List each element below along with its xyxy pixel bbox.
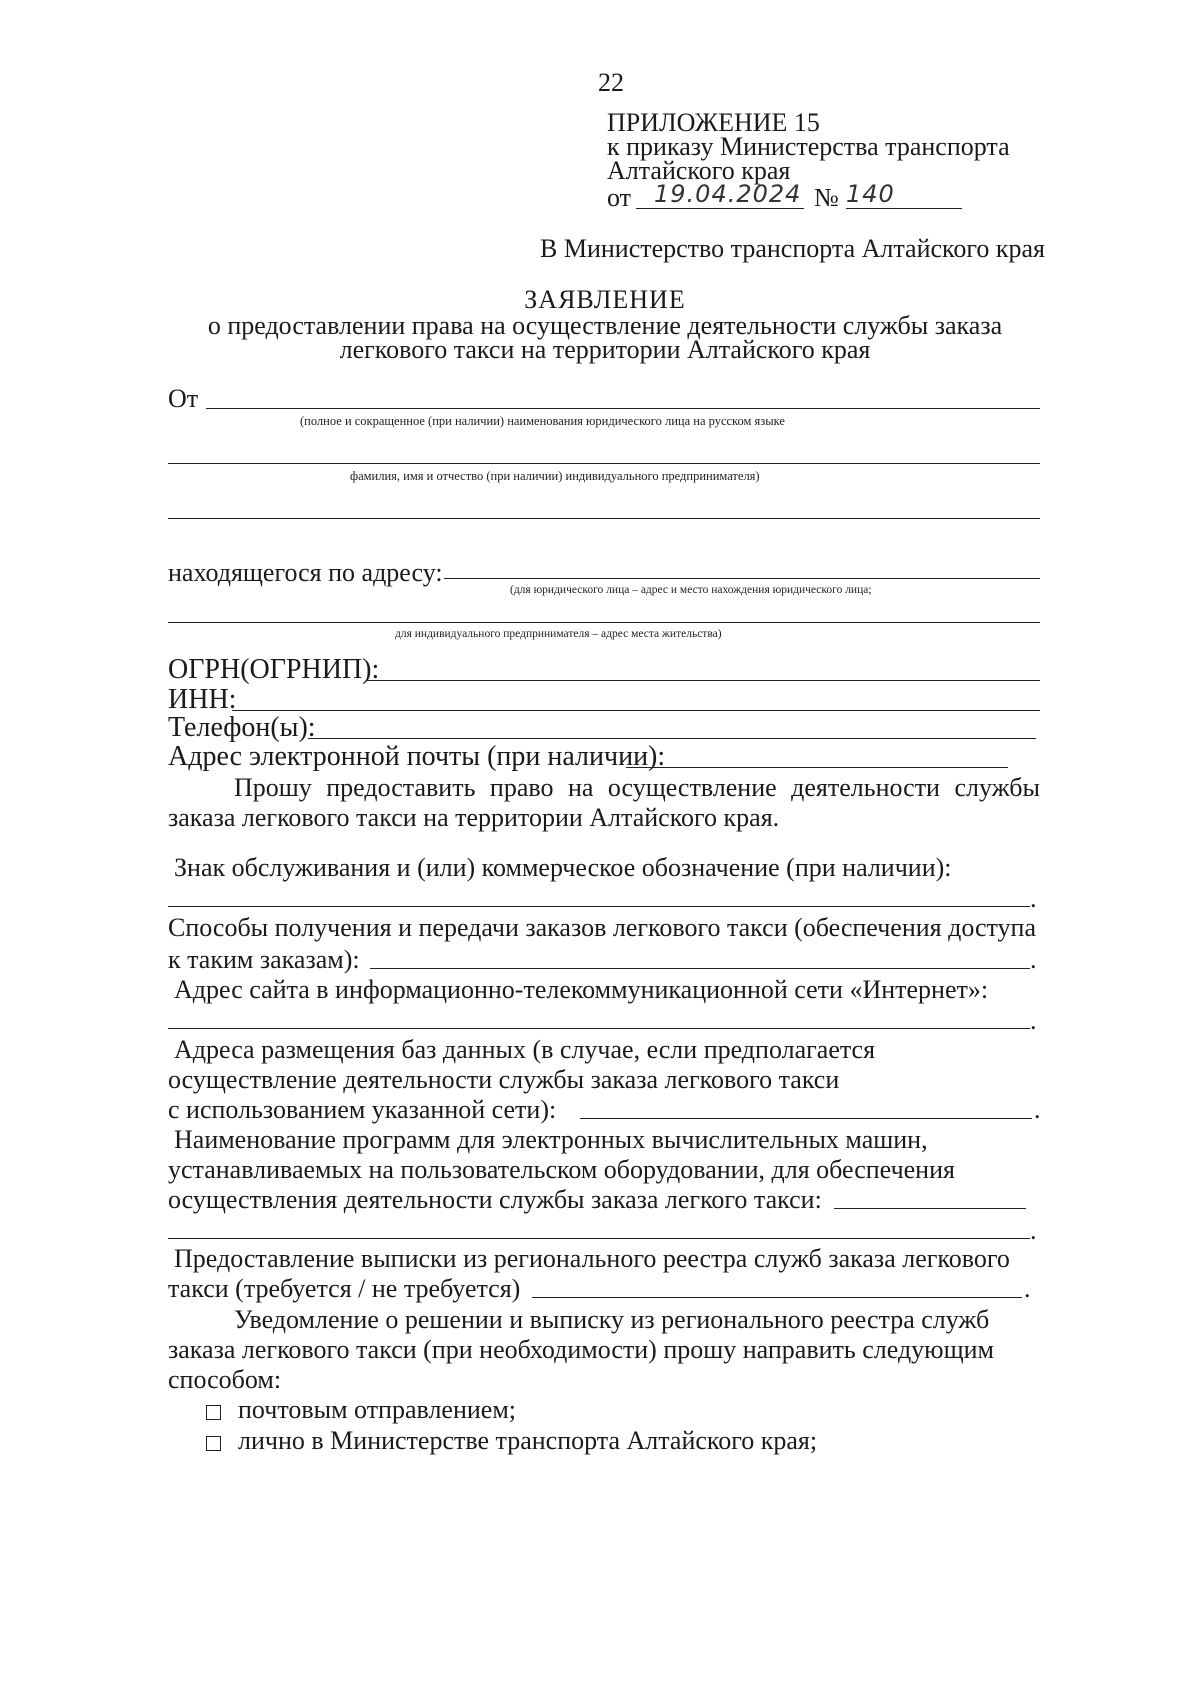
appendix-date-line bbox=[636, 208, 804, 209]
inn-label: ИНН: bbox=[168, 684, 237, 715]
extract-line-1: Предоставление выписки из регионального реестра служб заказа легкового bbox=[174, 1244, 1010, 1273]
addressee: В Министерство транспорта Алтайского края bbox=[540, 234, 1045, 263]
from-line-3[interactable] bbox=[168, 518, 1040, 519]
software-line-2: устанавливаемых на пользовательском оборудовании, для обеспечения bbox=[168, 1155, 955, 1184]
address-line-2[interactable] bbox=[168, 622, 1040, 623]
extract-field[interactable] bbox=[532, 1297, 1022, 1298]
document-title: ЗАЯВЛЕНИЕ bbox=[524, 285, 686, 314]
methods-period: . bbox=[1030, 945, 1037, 974]
from-caption-2: фамилия, имя и отчество (при наличии) индивидуального предпринимателя) bbox=[350, 469, 760, 483]
option-mail-label: почтовым отправлением; bbox=[238, 1395, 517, 1424]
request-word: право bbox=[489, 773, 554, 802]
notify-line-1: Уведомление о решении и выписку из регионального реестра служб bbox=[234, 1305, 990, 1334]
request-line-2: заказа легкового такси на территории Алтайского края. bbox=[168, 803, 780, 832]
software-field-2[interactable] bbox=[168, 1238, 1030, 1239]
page-number: 22 bbox=[598, 68, 624, 97]
address-line-1[interactable] bbox=[444, 578, 1040, 579]
extract-line-2: такси (требуется / не требуется) bbox=[168, 1274, 521, 1303]
databases-line-2: осуществление деятельности службы заказа легкового такси bbox=[168, 1065, 840, 1094]
address-caption-2: для индивидуального предпринимателя – адрес места жительства) bbox=[395, 628, 722, 640]
request-word: деятельности bbox=[791, 773, 940, 802]
ogrn-label: ОГРН(ОГРНИП): bbox=[168, 654, 380, 685]
ogrn-field[interactable] bbox=[366, 680, 1040, 681]
software-field-1[interactable] bbox=[834, 1208, 1026, 1209]
appendix-number-sign: № bbox=[814, 183, 839, 212]
methods-line-1: Способы получения и передачи заказов легкового такси (обеспечения доступа bbox=[168, 913, 1036, 942]
notify-line-3: способом: bbox=[168, 1365, 282, 1394]
email-field[interactable] bbox=[626, 767, 1008, 768]
appendix-date-prefix: от bbox=[607, 183, 632, 212]
request-word: осуществление bbox=[607, 773, 777, 802]
notify-line-2: заказа легкового такси (при необходимости) прошу направить следующим bbox=[168, 1335, 994, 1364]
website-line-1: Адрес сайта в информационно-телекоммуникационной сети «Интернет»: bbox=[174, 975, 989, 1004]
software-line-3: осуществления деятельности службы заказа легкого такси: bbox=[168, 1185, 822, 1214]
request-line-1 bbox=[234, 773, 1040, 803]
software-line-1: Наименование программ для электронных вычислительных машин, bbox=[174, 1125, 928, 1154]
phone-field[interactable] bbox=[308, 738, 1036, 739]
option-in-person-checkbox[interactable] bbox=[206, 1436, 221, 1451]
request-word: на bbox=[567, 773, 594, 802]
software-period: . bbox=[1030, 1216, 1037, 1245]
website-period: . bbox=[1030, 1006, 1037, 1035]
from-line-2[interactable] bbox=[168, 463, 1040, 464]
phone-label: Телефон(ы): bbox=[168, 712, 316, 743]
inn-field[interactable] bbox=[232, 710, 1040, 711]
methods-line-2: к таким заказам): bbox=[168, 945, 360, 974]
from-line-1[interactable] bbox=[206, 408, 1040, 409]
email-label: Адрес электронной почты (при наличии): bbox=[168, 741, 666, 772]
appendix-line1: к приказу Министерства транспорта bbox=[607, 132, 1010, 161]
databases-line-3: с использованием указанной сети): bbox=[168, 1095, 557, 1124]
request-word: службы bbox=[954, 773, 1040, 802]
trademark-period: . bbox=[1030, 884, 1037, 913]
extract-period: . bbox=[1024, 1274, 1031, 1303]
option-in-person-label: лично в Министерстве транспорта Алтайского края; bbox=[238, 1426, 818, 1455]
methods-field[interactable] bbox=[370, 968, 1030, 969]
request-word: предоставить bbox=[326, 773, 476, 802]
appendix-title: ПРИЛОЖЕНИЕ 15 bbox=[607, 108, 820, 137]
appendix-number-value: 140 bbox=[846, 180, 895, 208]
website-field[interactable] bbox=[168, 1028, 1030, 1029]
databases-line-1: Адреса размещения баз данных (в случае, если предполагается bbox=[174, 1035, 876, 1064]
from-caption-1: (полное и сокращенное (при наличии) наименования юридического лица на русском языке bbox=[300, 414, 785, 428]
appendix-line2: Алтайского края bbox=[607, 156, 791, 185]
address-label: находящегося по адресу: bbox=[168, 558, 443, 587]
document-subtitle-2: легкового такси на территории Алтайского края bbox=[339, 335, 871, 364]
document-subtitle-1: о предоставлении права на осуществление деятельности службы заказа bbox=[207, 311, 1003, 340]
databases-period: . bbox=[1034, 1095, 1041, 1124]
request-word: Прошу bbox=[234, 773, 312, 802]
appendix-number-line bbox=[846, 208, 962, 209]
address-caption-1: (для юридического лица – адрес и место нахождения юридического лица; bbox=[510, 584, 872, 596]
from-label: От bbox=[168, 384, 199, 413]
appendix-date-value: 19.04.2024 bbox=[654, 180, 802, 208]
databases-field[interactable] bbox=[580, 1118, 1032, 1119]
request-line-1-text bbox=[234, 773, 1040, 803]
option-mail-checkbox[interactable] bbox=[206, 1405, 221, 1420]
trademark-field[interactable] bbox=[168, 906, 1030, 907]
trademark-line-1: Знак обслуживания и (или) коммерческое обозначение (при наличии): bbox=[174, 853, 952, 882]
